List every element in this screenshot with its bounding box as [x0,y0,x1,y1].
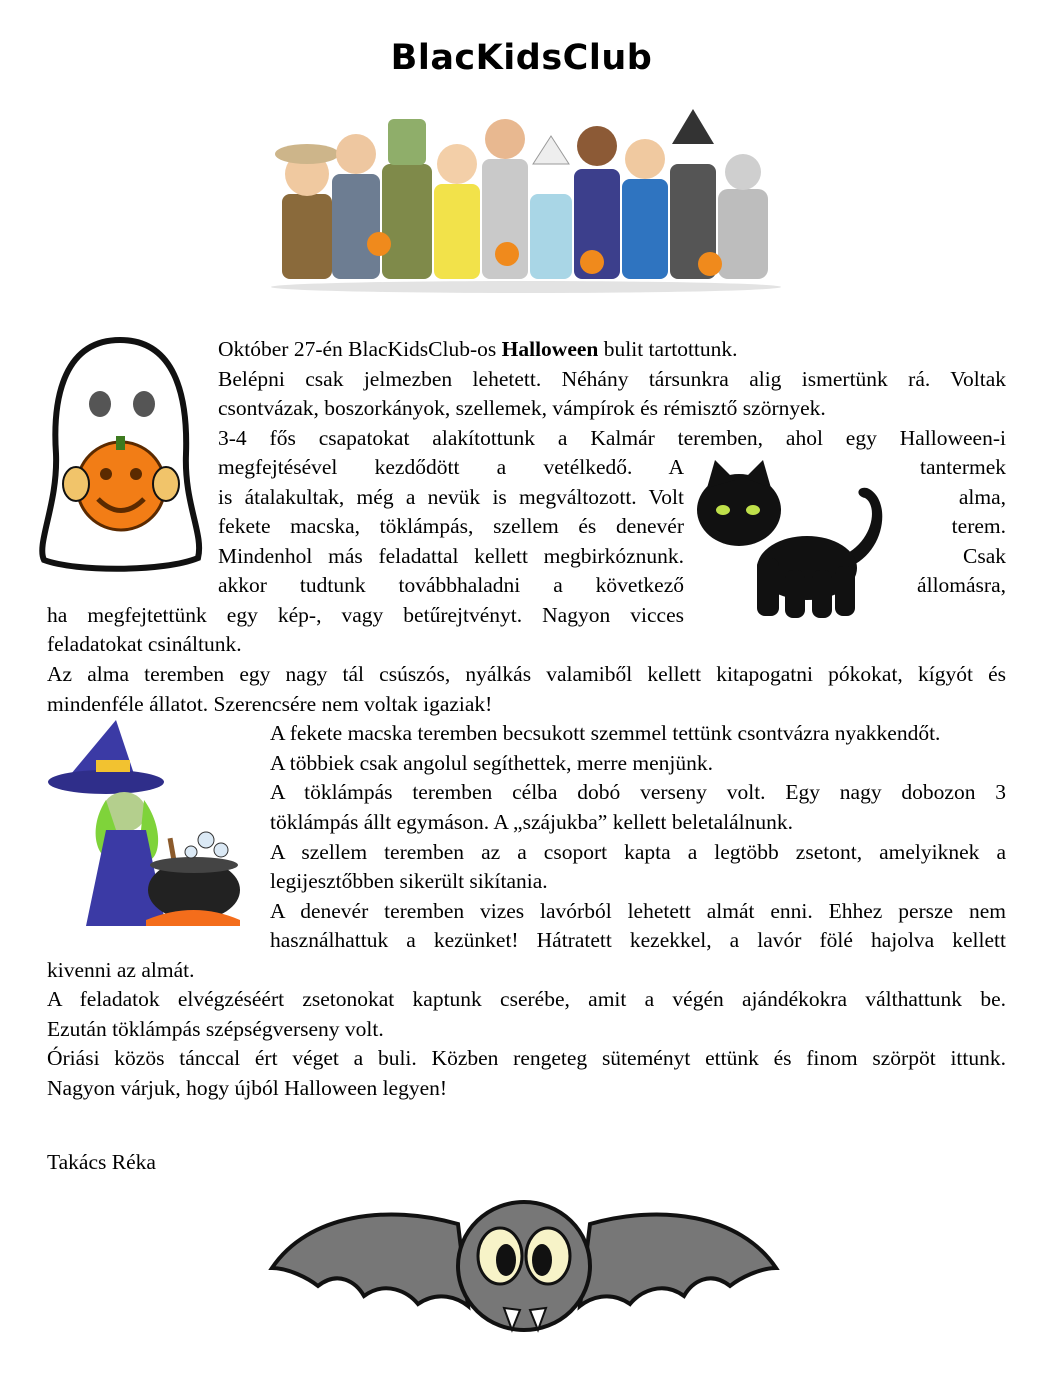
article-line: terem. [951,514,1006,538]
article-line: Ezután töklámpás szépségverseny volt. [47,1017,384,1041]
cartoon-bat-image [268,1194,780,1340]
article-line: akkor tudtunk továbbhaladni a következő [218,573,684,597]
kids-group [275,109,768,279]
page-title: BlacKidsClub [390,38,653,78]
article-line: ha megfejtettünk egy kép-, vagy betűrejtvényt. Nagyon vicces [47,603,684,627]
article-line: töklámpás állt egymáson. A „szájukba” kellett beletalálnunk. [270,810,794,834]
article-line: A denevér teremben vizes lavórból lehetett almát enni. Ehhez persze nem [270,899,1006,923]
intro-text-after: bulit tartottunk. [598,337,738,361]
article-line: legijesztőbben sikerült sikítania. [270,869,548,893]
article-line: A szellem teremben az a csoport kapta a legtöbb zsetont, amelyiknek a [270,840,1006,864]
article-paragraph-intro [218,335,738,365]
witch-with-cauldron-image [46,720,242,926]
intro-text-bold: Halloween [501,337,599,361]
article-line: Csak [963,544,1006,568]
article-line: is átalakultak, még a nevük is megváltozott. Volt [218,485,684,509]
article-line: állomásra, [917,573,1006,597]
article-line: feladatokat csináltunk. [47,632,242,656]
article-line: Nagyon várjuk, hogy újból Halloween legyen! [47,1076,448,1100]
article-line: A töklámpás teremben célba dobó verseny volt. Egy nagy dobozon 3 [270,780,1006,804]
article-line: Mindenhol más feladattal kellett megbirkóznunk. [218,544,684,568]
author-name: Takács Réka [47,1150,156,1174]
article-line: kivenni az almát. [47,958,195,982]
article-line: alma, [958,485,1006,509]
article-line: A többiek csak angolul segíthettek, merre menjünk. [270,751,714,775]
article-line: fekete macska, töklámpás, szellem és denevér [218,514,684,538]
costumed-kids-image [262,104,790,294]
article-line: A feladatok elvégzéséért zsetonokat kaptunk cserébe, amit a végén ajándékokra válthattunk be. [47,987,1006,1011]
article-line: Óriási közös tánccal ért véget a buli. Közben rengeteg süteményt ettünk és finom szörpöt ittunk. [47,1046,1006,1070]
intro-text-before: Október 27-én BlacKidsClub-os [218,337,502,361]
article-line: Az alma teremben egy nagy tál csúszós, nyálkás valamiből kellett kitapogatni pókokat, kígyót és [47,662,1006,686]
article-line: mindenféle állatot. Szerencsére nem voltak igaziak! [47,692,493,716]
article-line: csontvázak, boszorkányok, szellemek, vámpírok és rémisztő szörnyek. [218,396,826,420]
black-cat-image [697,458,887,623]
article-line: megfejtésével kezdődött a vetélkedő. A [218,455,684,479]
article-line: 3-4 fős csapatokat alakítottunk a Kalmár teremben, ahol egy Halloween-i [218,426,1006,450]
ghost-with-pumpkin-image [36,334,204,574]
article-line: használhattuk a kezünket! Hátratett kezekkel, a lavór fölé hajolva kellett [270,928,1006,952]
article-line: A fekete macska teremben becsukott szemmel tettünk csontvázra nyakkendőt. [270,721,941,745]
article-line: Belépni csak jelmezben lehetett. Néhány társunkra alig ismertünk rá. Voltak [218,367,1006,391]
article-line: tantermek [920,455,1006,479]
